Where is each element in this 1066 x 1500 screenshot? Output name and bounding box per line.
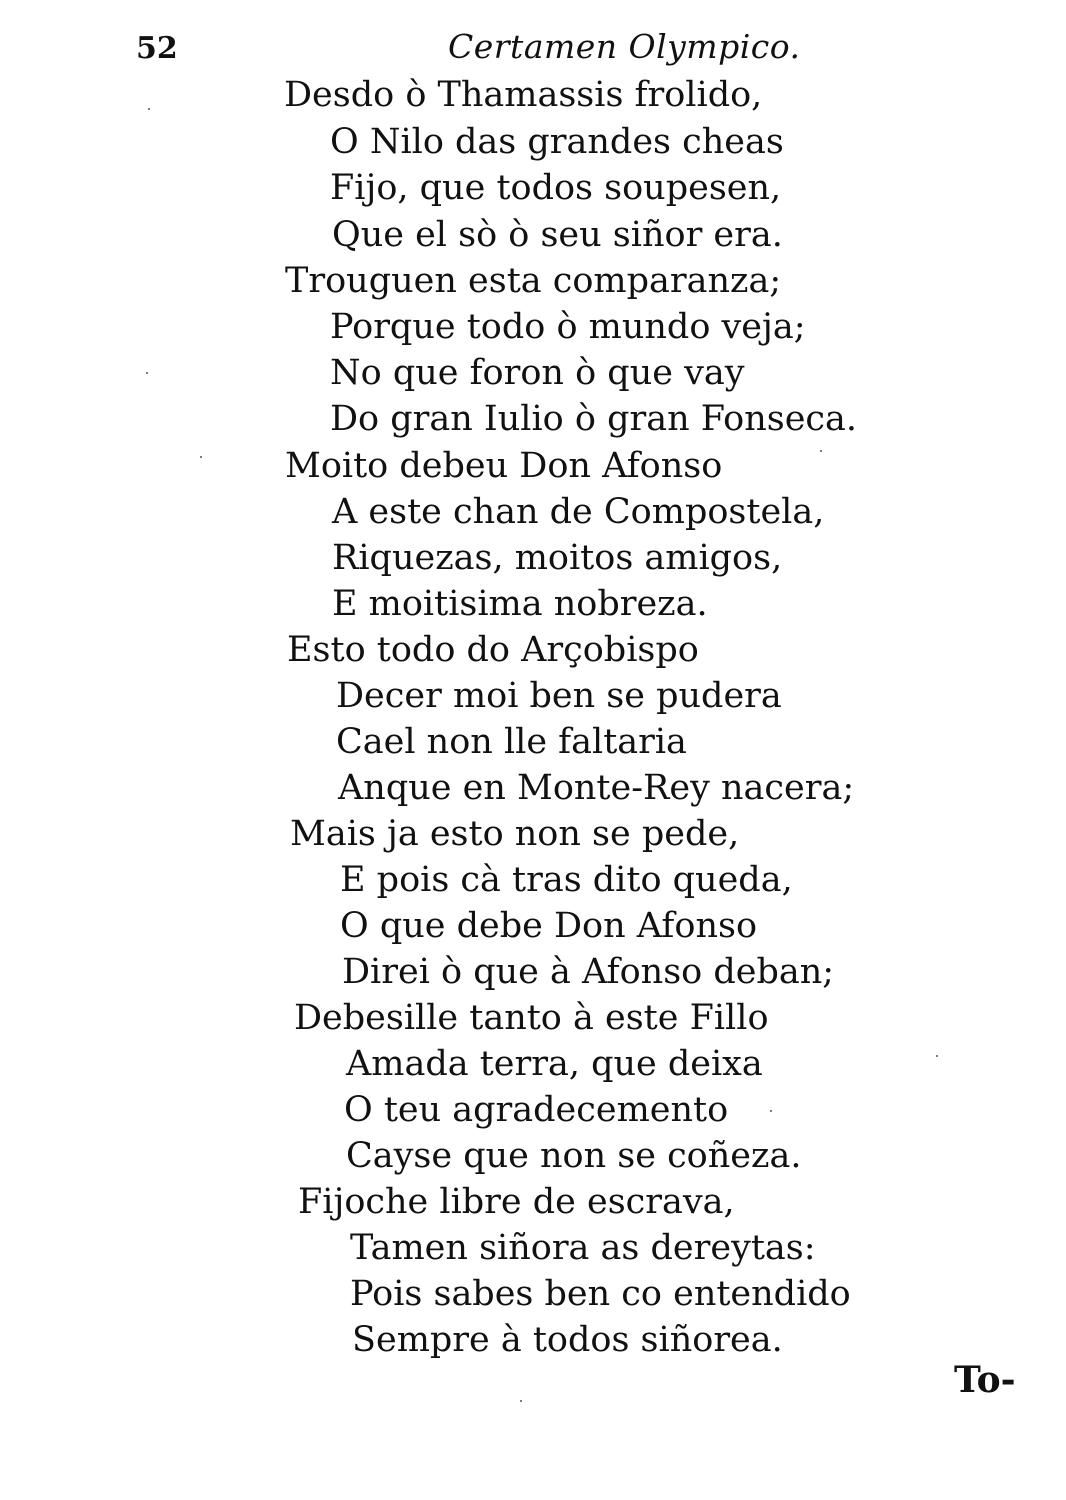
verse-line: Debesille tanto à este Fillo: [294, 998, 769, 1038]
verse-line: Riquezas, moitos amigos,: [332, 538, 783, 578]
scan-speck: [936, 1055, 938, 1057]
verse-line: A este chan de Compostela,: [332, 492, 825, 532]
verse-line: Moito debeu Don Afonso: [285, 446, 723, 486]
verse-line: Esto todo do Arçobispo: [287, 630, 699, 670]
verse-line: Fijo, que todos soupesen,: [330, 168, 782, 208]
verse-line: Fijoche libre de escrava,: [298, 1182, 735, 1222]
verse-line: Porque todo ò mundo veja;: [330, 307, 806, 347]
verse-line: Do gran Iulio ò gran Fonseca.: [330, 399, 857, 439]
verse-line: No que foron ò que vay: [330, 353, 745, 393]
scan-speck: [820, 450, 822, 452]
scan-speck: [770, 1110, 772, 1112]
verse-line: Tamen siñora as dereytas:: [350, 1228, 816, 1268]
scan-speck: [520, 1400, 522, 1402]
verse-line: O que debe Don Afonso: [340, 906, 758, 946]
catchword: To-: [954, 1359, 1016, 1401]
verse-line: Cayse que non se coñeza.: [346, 1136, 802, 1176]
verse-line: E moitisima nobreza.: [332, 584, 708, 624]
verse-line: Decer moi ben se pudera: [336, 676, 782, 716]
verse-line: Amada terra, que deixa: [346, 1044, 763, 1084]
page-number: 52: [136, 31, 178, 66]
verse-line: Pois sabes ben co entendido: [350, 1274, 851, 1314]
verse-line: Que el sò ò seu siñor era.: [332, 215, 783, 255]
verse-line: Anque en Monte-Rey nacera;: [338, 768, 855, 808]
verse-line: Sempre à todos siñorea.: [352, 1320, 783, 1360]
scan-speck: [148, 108, 150, 110]
verse-line: Mais ja esto non se pede,: [290, 814, 740, 854]
scan-speck: [200, 456, 202, 458]
verse-line: O Nilo das grandes cheas: [330, 122, 784, 162]
verse-line: E pois cà tras dito queda,: [340, 860, 793, 900]
verse-line: Trouguen esta comparanza;: [285, 261, 782, 301]
running-head: Certamen Olympico.: [448, 27, 801, 66]
verse-line: Desdo ò Thamassis frolido,: [284, 75, 763, 115]
verse-line: Cael non lle faltaria: [336, 722, 687, 762]
verse-line: Direi ò que à Afonso deban;: [342, 952, 835, 992]
scan-speck: [146, 372, 148, 374]
verse-line: O teu agradecemento: [344, 1090, 729, 1130]
